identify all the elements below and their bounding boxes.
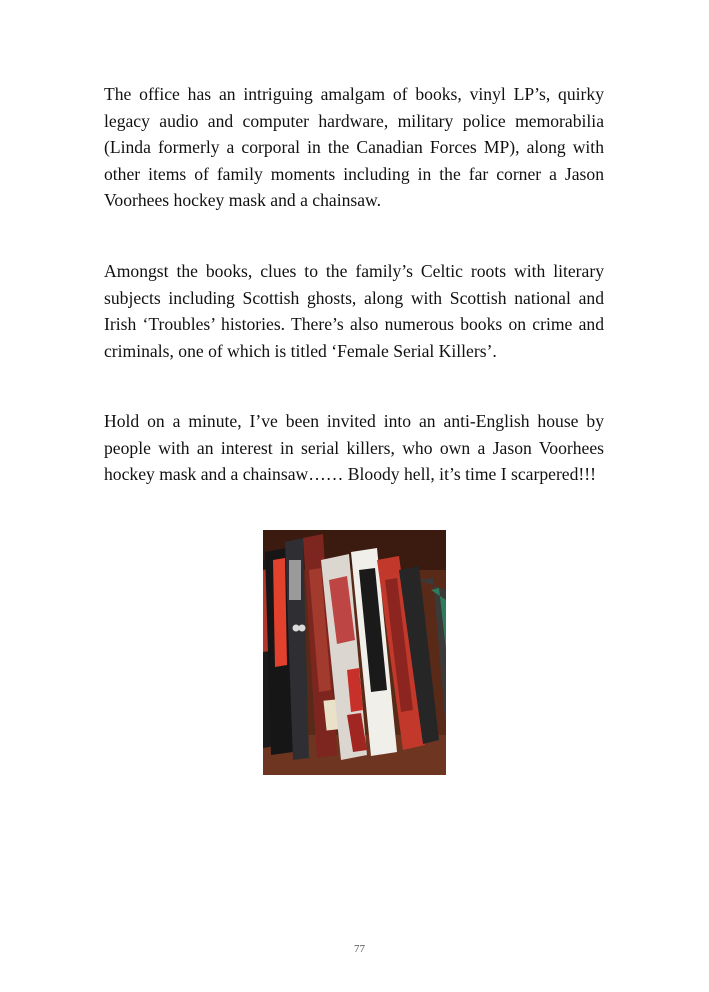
paragraph-office: The office has an intriguing amalgam of books, vinyl LP’s, quirky legacy audio and computer hardware, military police memorabilia (Linda formerly a corporal in the Canadian Forces MP), along with other items of family moments including in the far corner a Jason Voorhees hockey mask and a chainsaw. <box>104 84 604 211</box>
bookshelf-photo <box>263 530 446 775</box>
paragraph-books: Amongst the books, clues to the family’s Celtic roots with literary subjects including Scottish ghosts, along with Scottish national and Irish ‘Troubles’ histories. There’s also numerous books on crime and criminals, one of which is titled ‘Female Serial Killers’. <box>104 261 604 361</box>
paragraph-hold-on: Hold on a minute, I’ve been invited into an anti-English house by people with an interest in serial killers, who own a Jason Voorhees hockey mask and a chainsaw…… Bloody hell, it’s time I scarpered!!! <box>104 411 604 485</box>
page-number: 77 <box>354 943 365 955</box>
